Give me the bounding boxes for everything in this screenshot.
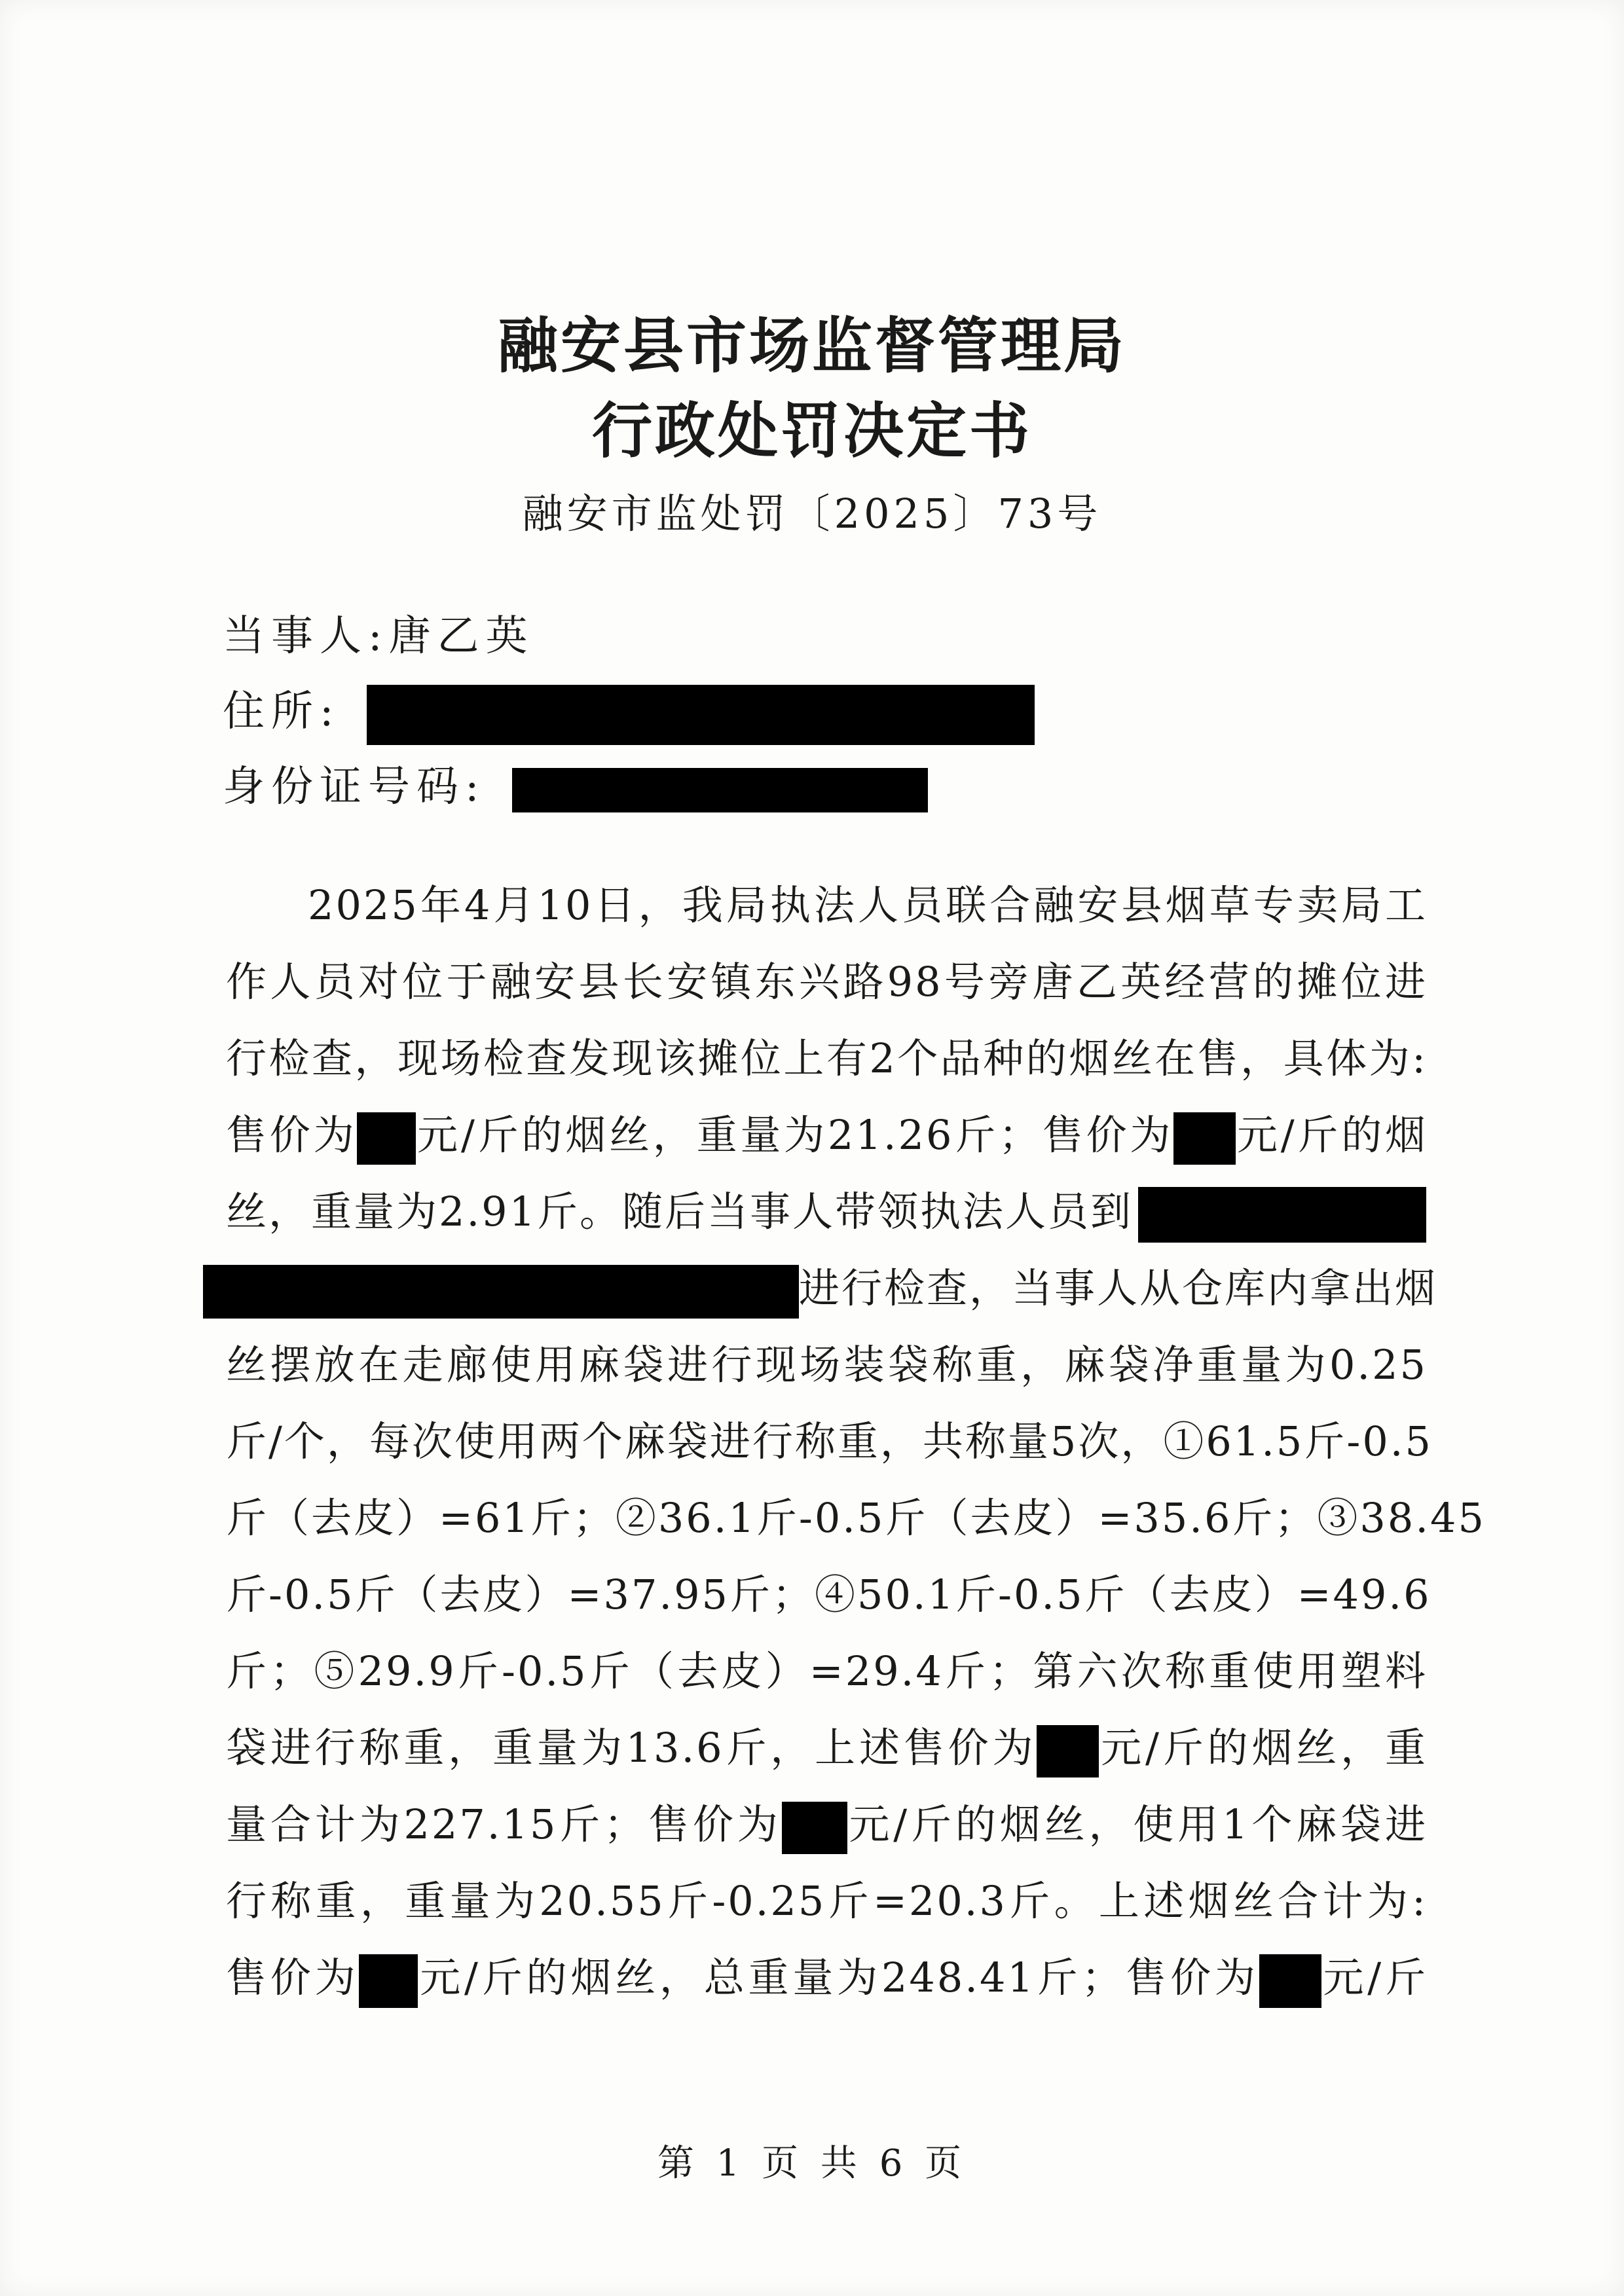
redacted-price [1037, 1725, 1099, 1777]
body-line-2: 作人员对位于融安县长安镇东兴路98号旁唐乙英经营的摊位进 [226, 958, 1428, 1006]
body-line-5-text: 丝，重量为2.91斤。随后当事人带领执法人员到 [226, 1188, 1134, 1235]
page-number-footer: 第 1 页 共 6 页 [657, 2142, 967, 2185]
document-title-agency: 融安县市场监督管理局 [497, 310, 1126, 381]
document-number: 融安市监处罚〔2025〕73号 [522, 490, 1102, 538]
body-line-12 [226, 1715, 1428, 1777]
redacted-location [1138, 1187, 1426, 1243]
party-id-row [223, 753, 928, 813]
party-name-value: 唐乙英 [388, 612, 534, 661]
body-line-15 [226, 1945, 1428, 2008]
body-line-3: 行检查，现场检查发现该摊位上有2个品种的烟丝在售，具体为: [226, 1034, 1428, 1082]
party-id-label: 身份证号码: [223, 763, 486, 811]
redacted-location-continued [203, 1265, 799, 1319]
redacted-price [1259, 1954, 1321, 2008]
body-line-13-part-b: 元/斤的烟丝，使用1个麻袋进 [847, 1800, 1428, 1848]
redacted-price [357, 1112, 416, 1165]
document-title-type: 行政处罚决定书 [591, 395, 1032, 466]
redacted-price [1173, 1112, 1236, 1165]
body-line-14: 行称重，重量为20.55斤-0.25斤=20.3斤。上述烟丝合计为: [226, 1877, 1428, 1925]
body-line-12-part-a: 袋进行称重，重量为13.6斤，上述售价为 [226, 1724, 1037, 1772]
body-line-13 [226, 1792, 1428, 1854]
body-line-7: 丝摆放在走廊使用麻袋进行现场装袋称重，麻袋净重量为0.25 [226, 1341, 1428, 1389]
body-line-15-part-c: 元/斤 [1321, 1954, 1428, 2001]
body-line-6-text: 进行检查，当事人从仓库内拿出烟 [799, 1264, 1438, 1312]
body-line-4-part-a: 售价为 [226, 1111, 358, 1159]
body-line-4-part-b: 元/斤的烟丝，重量为21.26斤；售价为 [416, 1111, 1174, 1159]
body-line-4-part-c: 元/斤的烟 [1236, 1111, 1428, 1159]
redacted-price [359, 1954, 418, 2008]
body-line-15-part-b: 元/斤的烟丝，总重量为248.41斤；售价为 [418, 1954, 1259, 2001]
body-line-4 [226, 1102, 1428, 1165]
body-line-8: 斤/个，每次使用两个麻袋进行称重，共称量5次，①61.5斤-0.5 [226, 1417, 1433, 1465]
body-line-15-part-a: 售价为 [226, 1954, 360, 2001]
redacted-address [367, 685, 1035, 745]
party-name-row [223, 602, 534, 663]
party-address-row [223, 678, 1035, 745]
party-name-label: 当事人: [223, 612, 389, 661]
body-line-12-part-b: 元/斤的烟丝，重 [1099, 1724, 1428, 1772]
body-line-10: 斤-0.5斤（去皮）=37.95斤；④50.1斤-0.5斤（去皮）=49.6 [226, 1571, 1431, 1618]
body-line-6 [203, 1256, 1438, 1319]
body-line-9: 斤（去皮）=61斤；②36.1斤-0.5斤（去皮）=35.6斤；③38.45 [226, 1494, 1486, 1542]
party-address-label: 住所: [223, 687, 341, 736]
redacted-price [782, 1802, 847, 1854]
redacted-id-number [512, 768, 928, 812]
body-line-5 [226, 1179, 1428, 1243]
body-line-13-part-a: 量合计为227.15斤；售价为 [226, 1800, 782, 1848]
body-line-11: 斤；⑤29.9斤-0.5斤（去皮）=29.4斤；第六次称重使用塑料 [226, 1647, 1428, 1695]
body-line-1: 2025年4月10日，我局执法人员联合融安县烟草专卖局工 [308, 881, 1428, 929]
